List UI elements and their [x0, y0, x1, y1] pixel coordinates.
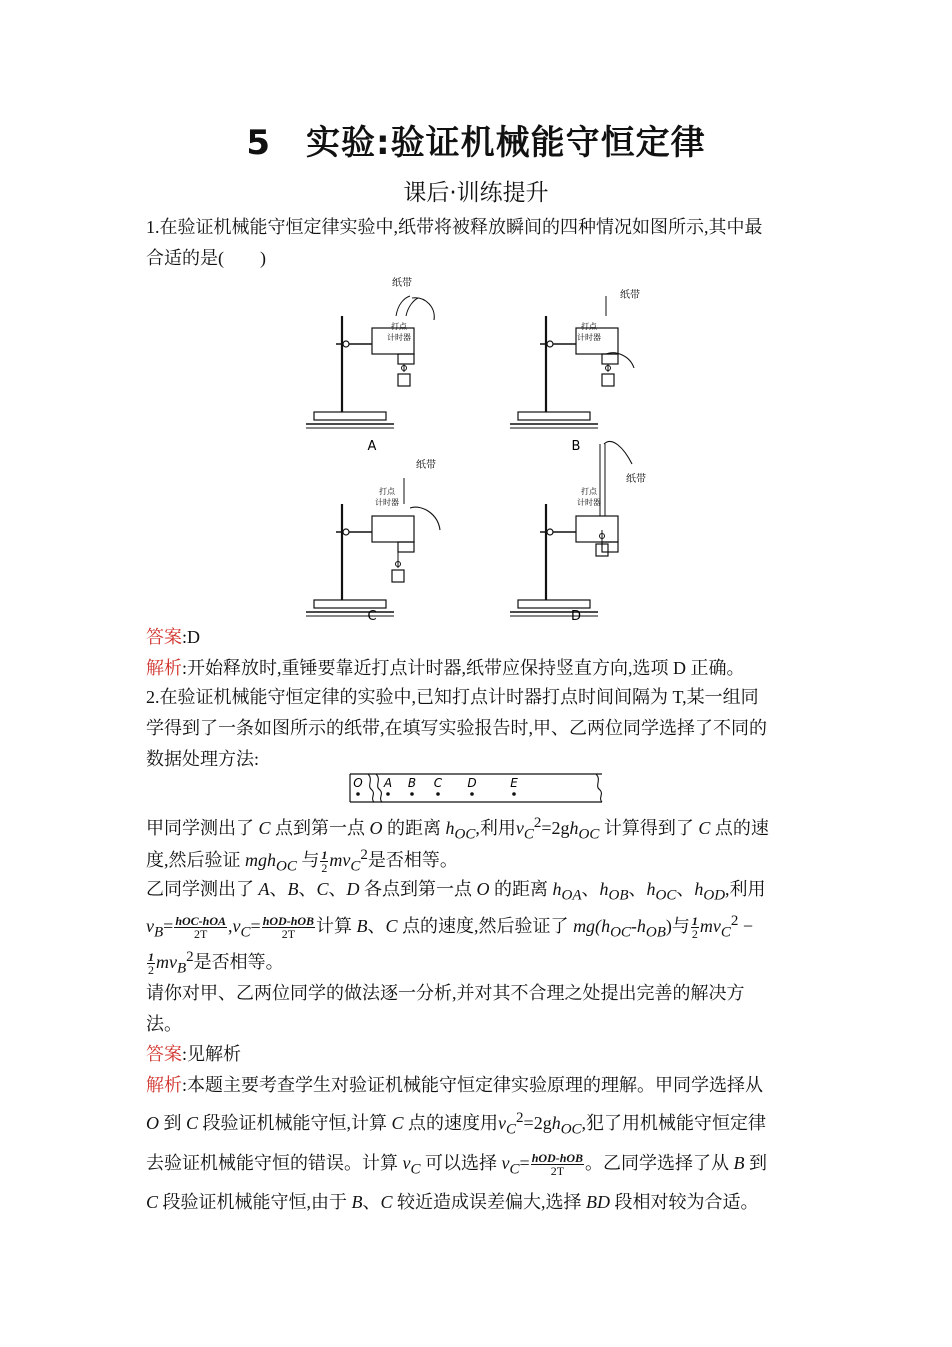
q2-text: 2.在验证机械能守恒定律的实验中,已知打点计时器打点时间间隔为 T,某一组同 学得到了一条如图所示的纸带,在填写实验报告时,甲、乙两位同学选择了不同的 数据处理方法: [146, 687, 767, 769]
paper-tape-figure [344, 772, 608, 804]
q2-analysis: 解析:本题主要考查学生对验证机械能守恒定律实验原理的理解。甲同学选择从 O 到 C 段验证机械能守恒,计算 C 点的速度用$v_C^2=2gh_{OC}$,犯了用机械能守恒定律 去验证机械能守恒的错误。计算 $v_C$ 可以选择 $v_C=$ $\frac{\text{hOD-hOB}}{2T}$ 。乙同学选择了从 B 到 C 段验证机械能守恒,由于 B、C 较近造成误差偏大,选择 BD 段相对较为合适。 [146, 1075, 768, 1213]
q2-jia-line1: 甲同学测出了 C 点到第一点 O 的距离 $h_{OC}$,利用$v_C^2=2gh_{OC}$ 计算得到了 C 点的速 [146, 815, 769, 843]
q2-yi-line2: $v_B=$ $\frac{\text{hOC-hOA}}{2T}$ $,v_C=$ $\frac{\text{hOD-hOB}}{2T}$ 计算 B、C 点的速度,然后验证了 $mg(h_{OC}-h_{OB})$与 $\frac{1}{2}$ $mv_C^2$ − [146, 913, 754, 942]
q1-analysis: 解析:开始释放时,重锤要靠近打点计时器,纸带应保持竖直方向,选项 D 正确。 [146, 658, 745, 678]
setup-b [510, 288, 640, 454]
svg-text:计时器: 计时器 [577, 333, 601, 342]
setup-a [306, 276, 434, 454]
q2-yi-line1: 乙同学测出了 A、B、C、D 各点到第一点 O 的距离 $h_{OA}$、$h_{OB}$、$h_{OC}$、$h_{OD}$,利用 [146, 879, 766, 904]
svg-text:C: C [433, 776, 443, 790]
svg-text:O: O [353, 776, 363, 790]
svg-text:纸带: 纸带 [416, 460, 436, 471]
page-subtitle: 课后·训练提升 [403, 180, 549, 206]
q1-text: 1.在验证机械能守恒定律实验中,纸带将被释放瞬间的四种情况如图所示,其中最 合适的是( ) [146, 217, 763, 268]
svg-text:E: E [510, 776, 518, 790]
svg-text:B: B [571, 439, 581, 454]
svg-text:D: D [467, 776, 477, 790]
svg-text:打点: 打点 [581, 487, 597, 496]
setup-d [510, 441, 646, 624]
q2-jia-line2: 度,然后验证 mgh$_{OC}$ 与 $\frac{1}{2}$ $mv_C^2$是否相等。 [146, 847, 458, 876]
svg-text:打点: 打点 [379, 487, 395, 496]
svg-text:计时器: 计时器 [375, 498, 399, 507]
svg-text:纸带: 纸带 [626, 474, 646, 485]
svg-text:D: D [570, 609, 582, 624]
svg-text:计时器: 计时器 [387, 333, 411, 342]
svg-text:计时器: 计时器 [577, 498, 601, 507]
q2-answer: 答案:见解析 [146, 1044, 242, 1064]
setup-c [306, 458, 440, 624]
svg-text:打点: 打点 [581, 322, 597, 331]
svg-text:纸带: 纸带 [392, 278, 412, 289]
svg-text:纸带: 纸带 [620, 290, 640, 301]
svg-text:A: A [383, 776, 393, 790]
svg-text:C: C [367, 609, 377, 624]
q1-answer: 答案:D [146, 627, 200, 647]
svg-text:A: A [367, 439, 377, 454]
apparatus-figure [300, 268, 660, 628]
q2-yi-line3: $\frac{1}{2}$ $mv_B^2$是否相等。 [148, 949, 284, 978]
svg-text:打点: 打点 [391, 322, 407, 331]
q2-ask: 请你对甲、乙两位同学的做法逐一分析,并对其不合理之处提出完善的解决方 法。 [146, 983, 745, 1034]
page-title: 5 实验:验证机械能守恒定律 [246, 123, 706, 163]
svg-text:B: B [407, 776, 417, 790]
